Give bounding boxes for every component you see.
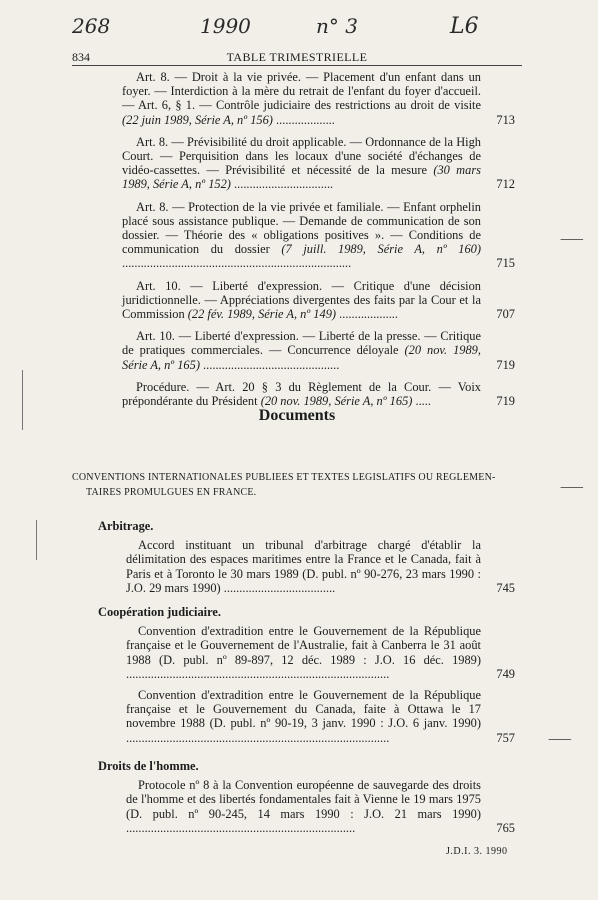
entry-leader: ..........................................................................	[126, 820, 356, 835]
entry-leader: ...................	[336, 307, 398, 322]
section-heading: Droits de l'homme.	[98, 759, 199, 773]
entry-text: Convention d'extradition entre le Gouvernement de la République française et le Gouvernement du Canada, faite à Ottawa le 17 novembre 1988 (D. publ. nº 90-19, 3 janv. 1990 : J.O. 6 janv. 1990)	[126, 688, 481, 731]
entry-text: Convention d'extradition entre le Gouvernement de la République française et le Gouvernement de l'Australie, fait à Canberra le 31 août 1988 (D. publ. nº 89-897, 12 déc. 1989 : J.O. 16 déc. 1989)	[126, 624, 481, 667]
entry-citation: (20 nov. 1989, Série A, nº 165)	[260, 394, 413, 409]
conventions-line-1: CONVENTIONS INTERNATIONALES PUBLIEES ET TEXTES LEGISLATIFS OU REGLEMEN-	[72, 472, 496, 483]
index-entry	[122, 329, 515, 372]
section-arbitrage	[98, 519, 515, 602]
index-entry	[122, 135, 515, 192]
page-number: 834	[72, 50, 90, 64]
section-heading: Arbitrage.	[98, 519, 154, 533]
entry-text: Art. 8. — Droit à la vie privée. — Placement d'un enfant dans un foyer. — Interdiction à la mère du retrait de l'enfant du foyer d'accueil. — Art. 6, § 1. — Contrôle judiciaire des restrictions au droit de visite	[122, 70, 481, 113]
margin-pencil-mark: ⸺	[560, 232, 584, 247]
entry-page: 707	[496, 307, 515, 322]
entry-page: 715	[496, 256, 515, 271]
margin-scan-line	[36, 520, 37, 560]
entry-leader: ..........................................................................	[122, 256, 352, 271]
handwritten-note-number: n° 3	[316, 14, 358, 38]
entry-page: 719	[496, 357, 515, 372]
document-entry	[126, 688, 515, 745]
entry-page: 757	[496, 730, 515, 745]
index-entry	[122, 70, 515, 127]
entry-page: 745	[496, 580, 515, 595]
entry-leader: .....	[412, 394, 431, 409]
entry-leader: .....................................................................................	[126, 666, 390, 681]
entry-text: Art. 8. — Protection de la vie privée et familiale. — Enfant orphelin placé sous assistance publique. — Demande de communication de son dossier. — Théorie des « obligations positives ». — Conditions de communication du dossier	[122, 199, 481, 257]
entry-page: 749	[496, 666, 515, 681]
journal-reference: J.D.I. 3. 1990	[446, 846, 508, 857]
index-entry	[122, 200, 515, 271]
entry-page: 713	[496, 112, 515, 127]
entry-citation: (20 nov. 1989, Série A, nº 165)	[122, 343, 481, 372]
entry-page: 765	[496, 820, 515, 835]
entry-page: 719	[496, 394, 515, 409]
index-entry	[122, 380, 515, 408]
handwritten-note-year: 1990	[200, 14, 251, 38]
margin-pencil-mark: ⸺	[548, 732, 572, 747]
header-title: TABLE TRIMESTRIELLE	[226, 50, 368, 64]
entry-leader: ....................................	[220, 580, 336, 595]
entry-text: Art. 10. — Liberté d'expression. — Critique d'une décision juridictionnelle. — Appréciations divergentes des faits par la Cour et la Commission	[122, 278, 481, 322]
index-entries	[122, 70, 515, 416]
section-heading: Coopération judiciaire.	[98, 605, 221, 619]
entry-text: Art. 8. — Prévisibilité du droit applicable. — Ordonnance de la High Court. — Perquisition dans les locaux d'une société d'échanges de vidéo-cassettes. — Prévisibilité et nécessité de la mesure	[122, 134, 481, 178]
documents-heading: Documents	[258, 407, 336, 424]
entry-leader: ................................	[230, 177, 334, 192]
index-entry	[122, 279, 515, 322]
entry-text: Accord instituant un tribunal d'arbitrage chargé d'établir la délimitation des espaces maritimes entre la France et le Canada, fait à Paris et à Toronto le 30 mars 1989 (D. publ. nº 90-276, 23 mars 1990 : J.O. 29 mars 1990)	[126, 538, 481, 595]
document-entry	[126, 624, 515, 681]
entry-leader: ............................................	[199, 357, 340, 372]
entry-page: 712	[496, 177, 515, 192]
document-entry	[126, 778, 515, 835]
handwritten-note-left: 268	[72, 14, 111, 38]
entry-citation: (22 juin 1989, Série A, nº 156)	[122, 112, 273, 127]
entry-text: Art. 10. — Liberté d'expression. — Liberté de la presse. — Critique de pratiques commerciales. — Concurrence déloyale	[122, 329, 481, 358]
entry-citation: (7 juill. 1989, Série A, nº 160)	[281, 242, 481, 257]
section-cooperation-judiciaire	[98, 605, 515, 752]
section-droits-de-l-homme	[98, 759, 515, 842]
entry-leader: ...................	[272, 112, 335, 127]
document-entry	[126, 538, 515, 595]
conventions-heading	[72, 471, 522, 500]
entry-citation: (22 fév. 1989, Série A, nº 149)	[187, 307, 337, 322]
conventions-line-2: TAIRES PROMULGUES EN FRANCE.	[86, 486, 257, 498]
handwritten-note-right: L6	[450, 14, 479, 39]
running-header	[72, 49, 522, 66]
entry-citation: (30 mars 1989, Série A, nº 152)	[122, 163, 481, 192]
margin-pencil-mark: ⸺	[560, 480, 584, 495]
margin-scan-line	[22, 370, 23, 430]
entry-leader: .....................................................................................	[126, 730, 390, 745]
entry-text: Procédure. — Art. 20 § 3 du Règlement de la Cour. — Voix prépondérante du Président	[122, 379, 481, 409]
entry-text: Protocole nº 8 à la Convention européenne de sauvegarde des droits de l'homme et des libertés fondamentales fait à Vienne le 19 mars 1975 (D. publ. nº 90-245, 14 mars 1990 : J.O. 21 mars 1990)	[126, 778, 481, 821]
